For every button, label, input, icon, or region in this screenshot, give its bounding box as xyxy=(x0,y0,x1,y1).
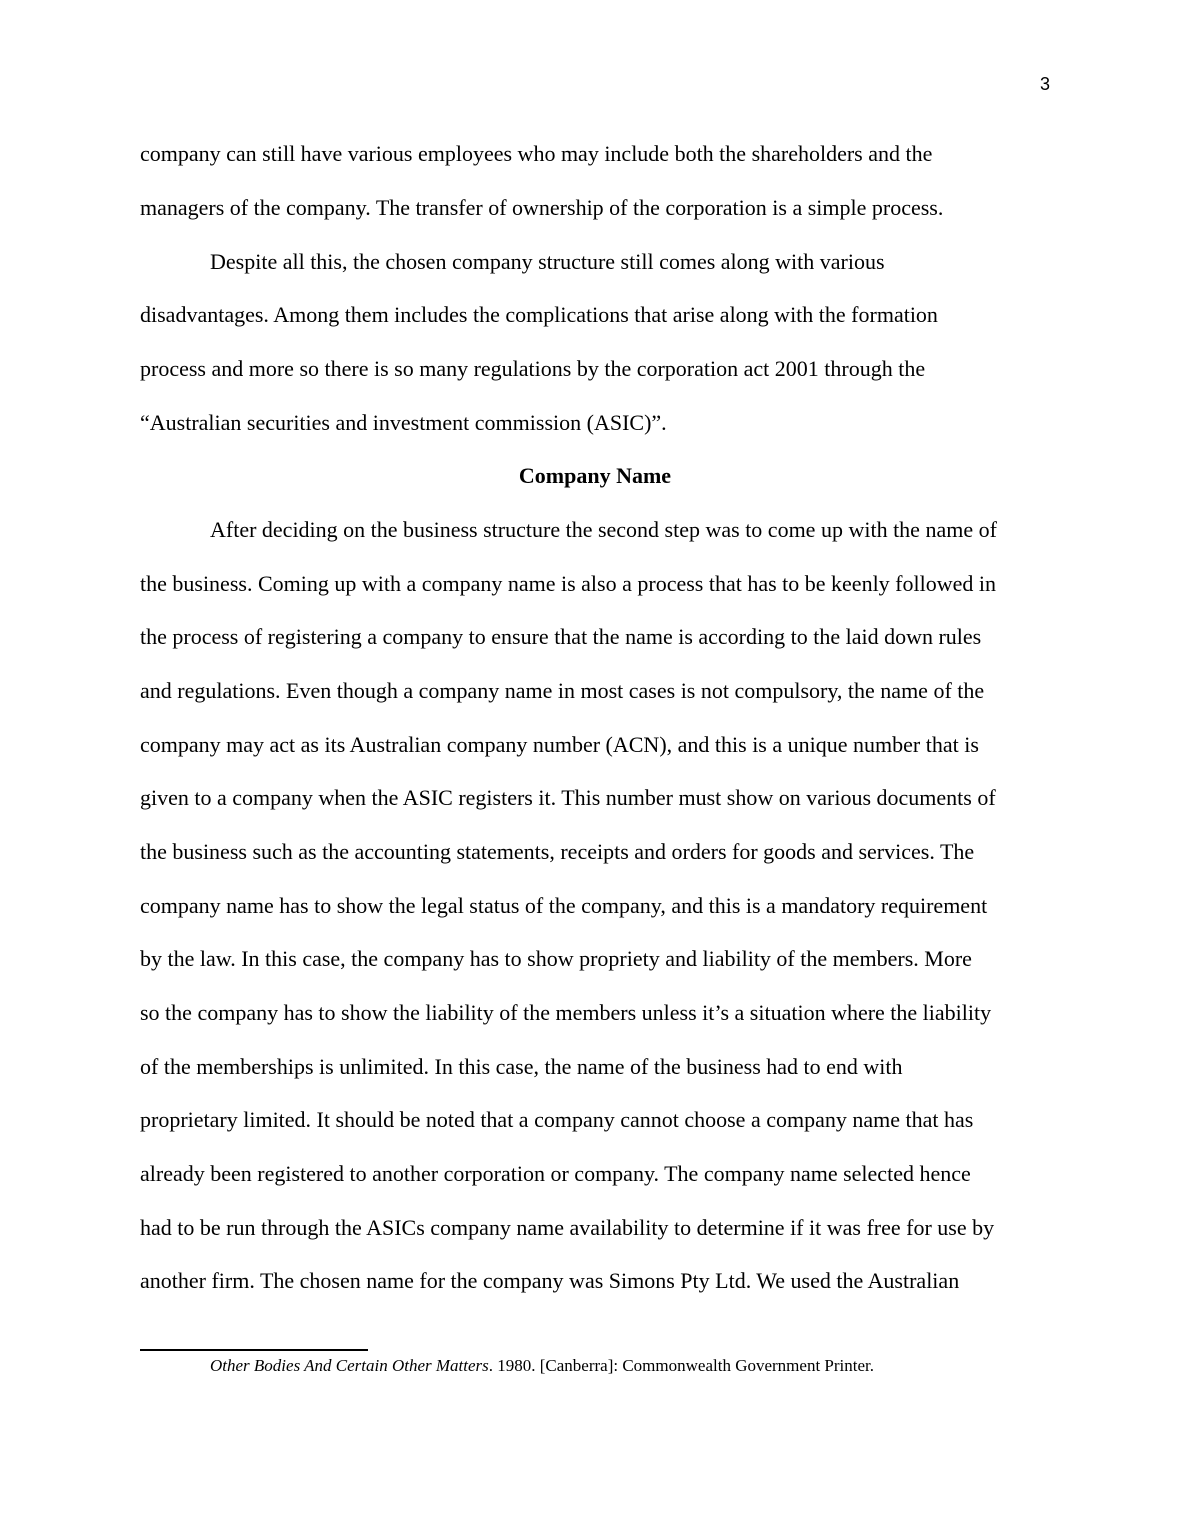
paragraph-line: and regulations. Even though a company name in most cases is not compulsory, the name of the xyxy=(140,678,985,703)
paragraph-line: by the law. In this case, the company has to show propriety and liability of the members. More xyxy=(140,946,972,971)
paragraph-line: company can still have various employees who may include both the shareholders and the xyxy=(140,141,933,166)
paragraph-line: company name has to show the legal status of the company, and this is a mandatory requirement xyxy=(140,893,988,918)
paragraph-line: disadvantages. Among them includes the complications that arise along with the formation xyxy=(140,302,938,327)
paragraph-line: already been registered to another corporation or company. The company name selected hence xyxy=(140,1161,971,1186)
section-heading: Company Name xyxy=(518,463,672,488)
paragraph-line: company may act as its Australian company number (ACN), and this is a unique number that is xyxy=(140,732,979,757)
footnote xyxy=(210,1354,874,1378)
footnote-text: . 1980. [Canberra]: Commonwealth Government Printer. xyxy=(488,1356,874,1375)
paragraph-line: “Australian securities and investment commission (ASIC)”. xyxy=(140,410,667,435)
paragraph-line: the business. Coming up with a company name is also a process that has to be keenly followed in xyxy=(140,571,997,596)
paragraph-line: given to a company when the ASIC registers it. This number must show on various documents of xyxy=(140,785,996,810)
paragraph-line: of the memberships is unlimited. In this case, the name of the business had to end with xyxy=(140,1054,903,1079)
paragraph-line: had to be run through the ASICs company name availability to determine if it was free for use by xyxy=(140,1215,995,1240)
footnote-separator xyxy=(140,1349,368,1351)
paragraph-line: so the company has to show the liability of the members unless it’s a situation where the liability xyxy=(140,1000,992,1025)
paragraph-line: proprietary limited. It should be noted that a company cannot choose a company name that has xyxy=(140,1107,974,1132)
paragraph-line: managers of the company. The transfer of ownership of the corporation is a simple process. xyxy=(140,195,944,220)
paragraph-line: the process of registering a company to ensure that the name is according to the laid down rules xyxy=(140,624,982,649)
paragraph-line: process and more so there is so many regulations by the corporation act 2001 through the xyxy=(140,356,926,381)
page-number: 3 xyxy=(1039,74,1050,94)
paragraph-line: the business such as the accounting statements, receipts and orders for goods and services. The xyxy=(140,839,975,864)
paragraph-line: After deciding on the business structure the second step was to come up with the name of xyxy=(210,517,997,542)
paragraph-line: Despite all this, the chosen company structure still comes along with various xyxy=(210,249,885,274)
paragraph-line: another firm. The chosen name for the company was Simons Pty Ltd. We used the Australian xyxy=(140,1268,960,1293)
footnote-title: Other Bodies And Certain Other Matters xyxy=(210,1356,489,1375)
